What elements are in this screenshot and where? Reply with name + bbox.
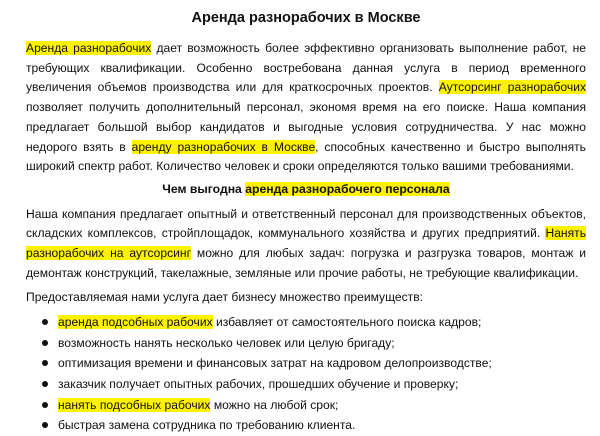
list-item [40,312,586,333]
highlighted-phrase: нанять подсобных рабочих [58,397,211,412]
bullet-icon [42,381,48,387]
section-subtitle [26,180,586,200]
highlighted-phrase: Аутсорсинг разнорабочих [438,80,586,95]
bullet-icon [42,422,48,428]
list-item-text: избавляет от самостоятельного поиска кадров; [212,315,482,330]
paragraph-text: позволяет получить дополнительный персонал, экономя время на его поиске. Наша компания предлагает большой выбор кандидатов и выгодные условия сотрудничества. У нас можно недорого взять в [26,100,586,154]
highlighted-phrase: аренду разнорабочих в Москве [131,139,316,154]
list-item-text: заказчик получает опытных рабочих, прошедших обучение и проверку; [58,376,459,391]
subtitle-text: Чем выгодна [162,181,246,196]
highlighted-phrase: Аренда разнорабочих [26,41,152,55]
benefits-intro: Предоставляемая нами услуга дает бизнесу множество преимуществ: [26,290,424,305]
bullet-icon [42,360,48,366]
document-title: Аренда разнорабочих в Москве [191,10,421,26]
list-item-text: можно на любой срок; [210,397,339,412]
services-paragraph [26,205,586,284]
list-item-text: быстрая замена сотрудника по требованию клиента. [58,418,356,433]
intro-paragraph [26,39,586,177]
paragraph-text: можно для любых задач: погрузка и разгрузка товаров, монтаж и демонтаж конструкций, такелажные, земляные или прочие работы, не требующие квалификации. [26,246,586,280]
bullet-icon [42,340,48,346]
list-item-text: оптимизация времени и финансовых затрат на кадровом делопроизводстве; [58,356,492,371]
highlighted-phrase: аренда подсобных рабочих [58,315,213,330]
highlighted-phrase: аренда разнорабочего персонала [245,181,450,196]
list-item-text: возможность нанять несколько человек или целую бригаду; [58,335,395,350]
bullet-icon [42,319,48,325]
list-item [40,395,586,416]
list-item [40,415,586,436]
paragraph-text: , способных качественно и быстро выполнять широкий спектр работ. Количество человек и сроки определяются только вашими требованиями. [26,139,586,174]
benefits-list [26,312,586,436]
list-item [40,374,586,395]
list-item [40,333,586,354]
highlighted-phrase: Нанять разнорабочих на аутсорсинг [26,226,586,261]
bullet-icon [42,402,48,408]
list-item [40,353,586,374]
paragraph-text: Наша компания предлагает опытный и ответственный персонал для производственных объектов, складских комплексов, стройплощадок, коммунального хозяйства и других предприятий. [26,206,586,241]
paragraph-text: дает возможность более эффективно организовать выполнение работ, не требующих квалификации. Особенно востребована данная услуга в период временного увеличения объемов производства или для краткосрочных проектов. [26,41,586,95]
